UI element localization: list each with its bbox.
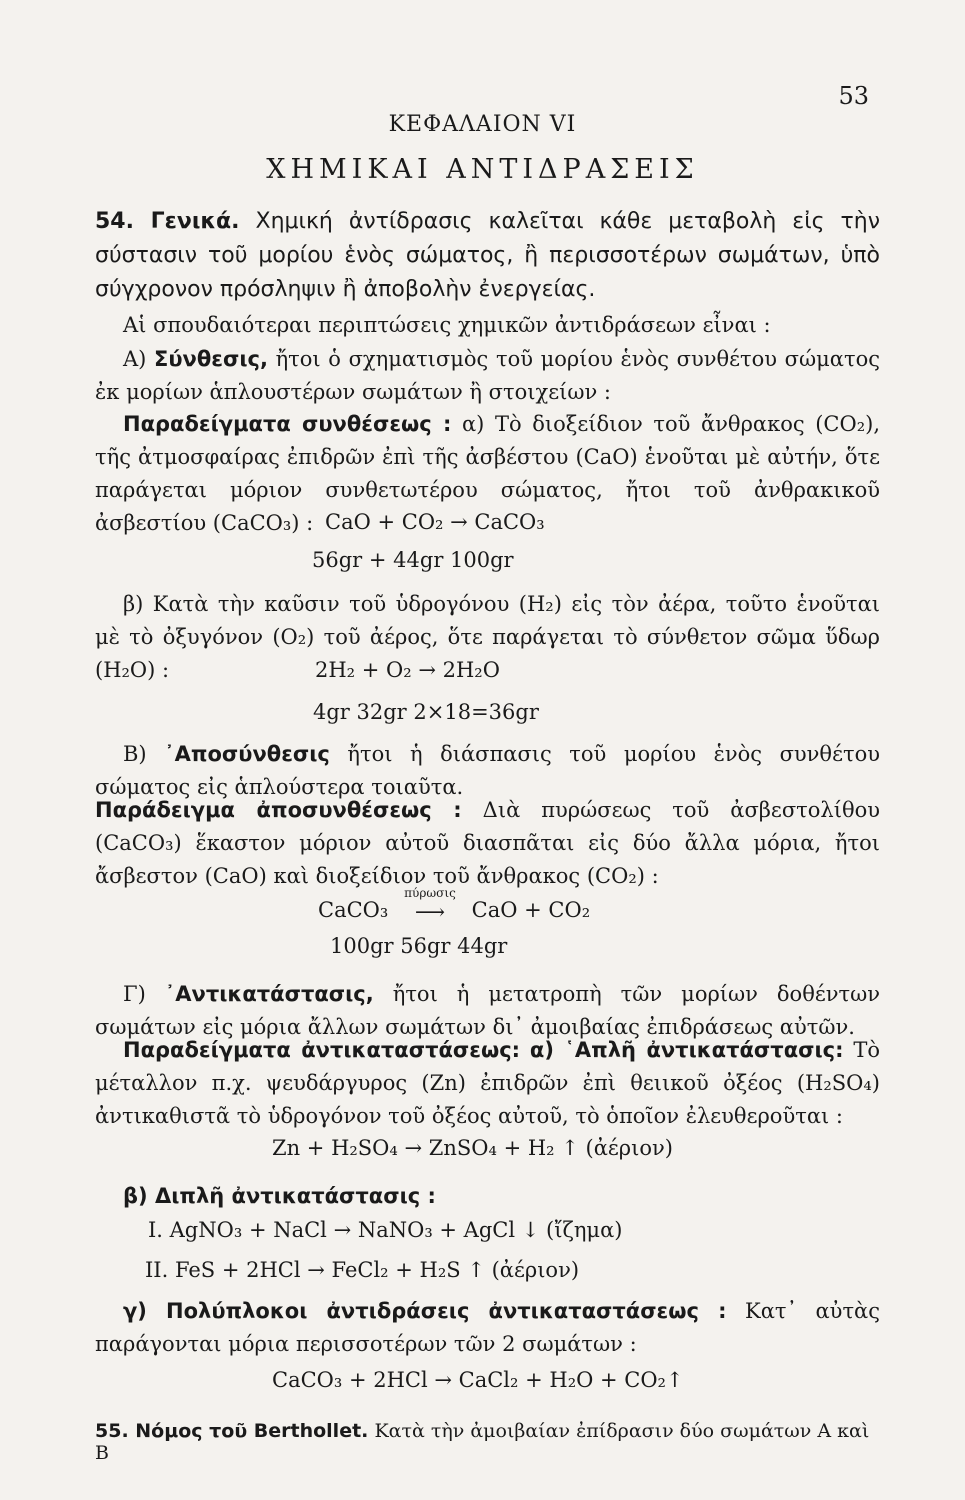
page-title: ΧΗΜΙΚΑΙ ΑΝΤΙΔΡΑΣΕΙΣ: [266, 154, 699, 185]
equation-1-masses: 56gr + 44gr 100gr: [312, 548, 514, 572]
section-55-text: Κατὰ τὴν ἀμοιβαίαν ἐπίδρασιν δύο σωμάτων Α καὶ Β: [95, 1420, 870, 1464]
equation-3-left: CaCO₃: [318, 898, 389, 922]
arrow-right-icon: ⟶: [414, 899, 446, 924]
equation-7: CaCO₃ + 2HCl → CaCl₂ + H₂O + CO₂↑: [272, 1368, 684, 1392]
case-b-text: ἤτοι ἡ διάσπασις τοῦ μορίου ἑνὸς συνθέτου σώματος εἰς ἁπλούστερα τοιαῦτα.: [95, 742, 880, 799]
chapter-heading: ΚΕΦΑΛΑΙΟΝ VI: [388, 112, 577, 137]
case-c-text: ἤτοι ἡ μετατροπὴ τῶν μορίων δοθέντων σωμάτων εἰς μόρια ἄλλων σωμάτων δι᾿ ἀμοιβαίας ἐπιδράσεως αὐτῶν.: [95, 982, 880, 1039]
section-55-start: [95, 1420, 880, 1464]
case-b-term: ᾿Αποσύνθεσις: [164, 742, 330, 766]
equation-1: CaO + CO₂ → CaCO₃: [325, 510, 545, 534]
case-c-term: ᾿Αντικατάστασις,: [164, 982, 374, 1006]
case-b-prefix: Β): [123, 742, 147, 766]
complex-reactions: [95, 1295, 880, 1361]
section-54-heading: 54. Γενικά.: [95, 209, 240, 234]
equation-3-arrow-label: πύρωσις: [404, 885, 456, 900]
case-a-paragraph: [95, 343, 880, 409]
equation-2: 2H₂ + O₂ → 2H₂O: [315, 658, 500, 682]
equation-3-arrow: [395, 885, 465, 924]
substitution-examples-term: Παραδείγματα ἀντικαταστάσεως:: [123, 1038, 521, 1062]
page-number: 53: [838, 82, 869, 110]
substitution-examples: [95, 1034, 880, 1133]
decomposition-example-term: Παράδειγμα ἀποσυνθέσεως :: [95, 798, 462, 822]
equation-2-masses: 4gr 32gr 2×18=36gr: [313, 700, 539, 724]
case-a-term: Σύνθεσις,: [154, 347, 268, 371]
case-a-prefix: Α): [123, 347, 147, 371]
equation-6: II. FeS + 2HCl → FeCl₂ + H₂S ↑ (ἀέριον): [145, 1258, 580, 1282]
substitution-single-text: Τὸ μέταλλον π.χ. ψευδάργυρος (Zn) ἐπιδρῶν ἐπὶ θειικοῦ ὀξέος (H₂SO₄) ἀντικαθιστᾶ τὸ ὑδρογόνον τοῦ ὀξέος αὐτοῦ, τὸ ὁποῖον ἐλευθεροῦται :: [95, 1038, 880, 1128]
decomposition-example-text: Διὰ πυρώσεως τοῦ ἀσβεστολίθου (CaCO₃) ἕκαστον μόριον αὐτοῦ διασπᾶται εἰς δύο ἄλλα μόρια, ἤτοι ἄσβεστον (CaO) καὶ διοξείδιον τοῦ ἄνθρακος (CO₂) :: [95, 798, 881, 888]
case-a-text: ἤτοι ὁ σχηματισμὸς τοῦ μορίου ἑνὸς συνθέτου σώματος ἐκ μορίων ἁπλουστέρων σωμάτων ἢ στοιχείων :: [95, 347, 880, 404]
double-substitution-heading: β) Διπλῆ ἀντικατάστασις :: [123, 1184, 436, 1208]
equation-3-masses: 100gr 56gr 44gr: [330, 934, 508, 958]
decomposition-example: [95, 794, 880, 893]
equation-3-right: CaO + CO₂: [471, 898, 591, 922]
section-54-intro: [95, 205, 880, 307]
synthesis-examples-text: α) Τὸ διοξείδιον τοῦ ἄνθρακος (CO₂), τῆς ἀτμοσφαίρας ἐπιδρῶν ἐπὶ τῆς ἀσβέστου (CaO) ἑνοῦται μὲ αὐτήν, ὅτε παράγεται μόριον συνθετωτέρου σώματος, ἤτοι τοῦ ἀνθρακικοῦ ἀσβεστίου (CaCO₃) :: [95, 412, 881, 535]
equation-3: [318, 885, 591, 924]
substitution-single-label: α) ῾Απλῆ ἀντικατάστασις:: [529, 1038, 844, 1062]
section-54-intro-text: Χημική ἀντίδρασις καλεῖται κάθε μεταβολὴ εἰς τὴν σύστασιν τοῦ μορίου ἑνὸς σώματος, ἢ περισσοτέρων σωμάτων, ὑπὸ σύγχρονον πρόσληψιν ἢ ἀποβολὴν ἐνεργείας.: [95, 209, 880, 302]
complex-reactions-term: γ) Πολύπλοκοι ἀντιδράσεις ἀντικαταστάσεως :: [123, 1299, 727, 1323]
cases-line: Αἱ σπουδαιότεραι περιπτώσεις χημικῶν ἀντιδράσεων εἶναι :: [123, 313, 771, 337]
section-55-heading: 55. Νόμος τοῦ Berthollet.: [95, 1420, 369, 1442]
synthesis-example-beta: β) Κατὰ τὴν καῦσιν τοῦ ὑδρογόνου (H₂) εἰς τὸν ἀέρα, τοῦτο ἑνοῦται μὲ τὸ ὀξυγόνον (O₂) τοῦ ἀέρος, ὅτε παράγεται τὸ σύνθετον σῶμα ὕδωρ (H₂O) :: [95, 592, 880, 682]
synthesis-examples-term: Παραδείγματα συνθέσεως :: [123, 412, 452, 436]
case-c-prefix: Γ): [123, 982, 146, 1006]
equation-4: Zn + H₂SO₄ → ZnSO₄ + H₂ ↑ (ἀέριον): [272, 1136, 673, 1160]
equation-5: I. AgNO₃ + NaCl → NaNO₃ + AgCl ↓ (ἴζημα): [148, 1218, 623, 1242]
complex-reactions-text: Κατ᾿ αὐτὰς παράγονται μόρια περισσοτέρων τῶν 2 σωμάτων :: [95, 1299, 880, 1356]
